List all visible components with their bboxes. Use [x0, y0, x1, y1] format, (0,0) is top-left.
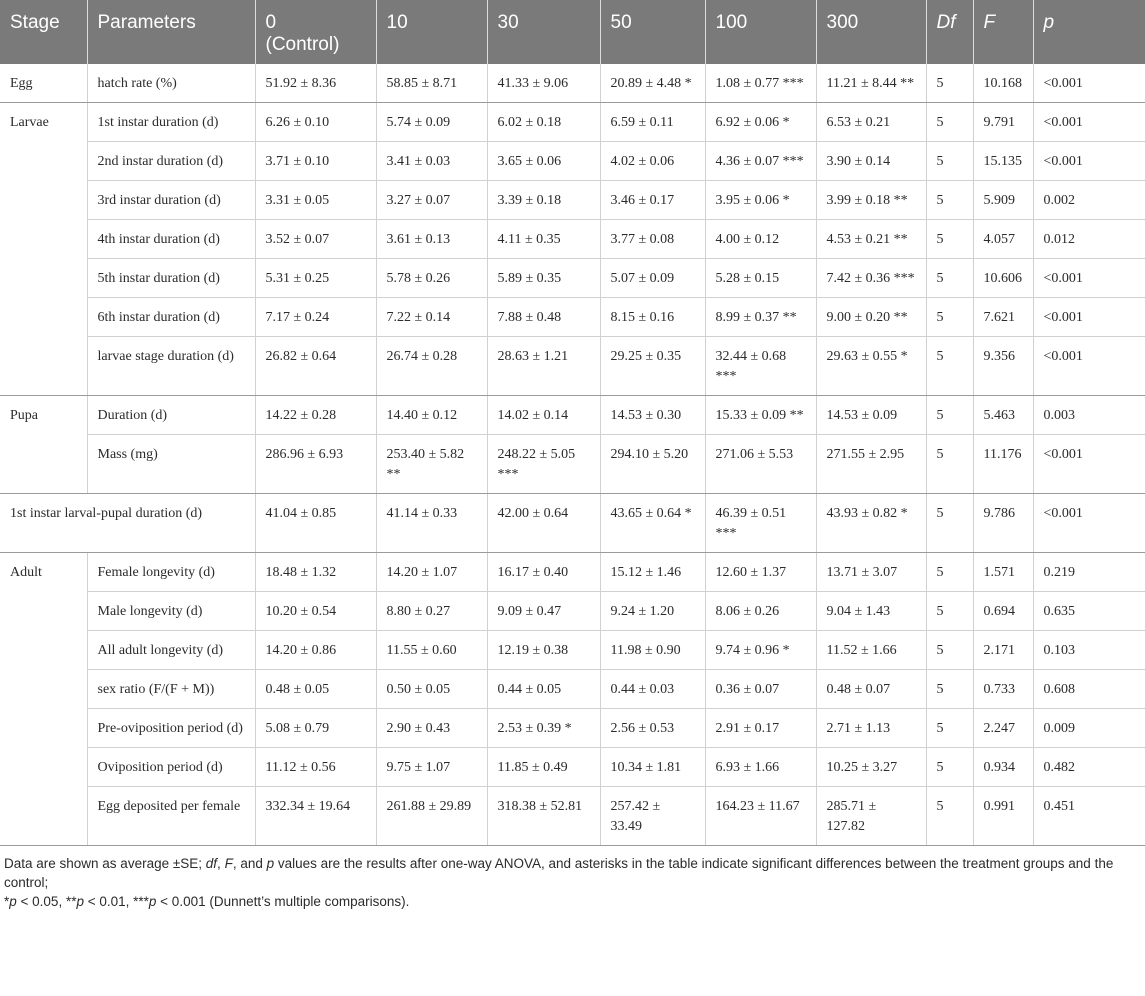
footnote-text: , — [217, 856, 225, 871]
value-cell: 0.36 ± 0.07 — [705, 670, 816, 709]
df-cell: 5 — [926, 592, 973, 631]
p-cell: 0.451 — [1033, 787, 1145, 846]
value-cell: 11.98 ± 0.90 — [600, 631, 705, 670]
f-cell: 0.733 — [973, 670, 1033, 709]
table-row — [0, 64, 1145, 103]
value-cell: 29.63 ± 0.55 * — [816, 337, 926, 396]
footnote-text: < 0.001 (Dunnett’s multiple comparisons). — [156, 894, 410, 909]
value-cell: 2.53 ± 0.39 * — [487, 709, 600, 748]
f-cell: 10.606 — [973, 259, 1033, 298]
value-cell: 294.10 ± 5.20 — [600, 435, 705, 494]
f-cell: 9.356 — [973, 337, 1033, 396]
df-cell: 5 — [926, 709, 973, 748]
df-cell: 5 — [926, 64, 973, 103]
f-cell: 1.571 — [973, 553, 1033, 592]
value-cell: 14.22 ± 0.28 — [255, 396, 376, 435]
value-cell: 0.44 ± 0.03 — [600, 670, 705, 709]
table-row — [0, 298, 1145, 337]
header-0: 0 — [265, 12, 277, 33]
header-50: 50 — [600, 0, 705, 64]
value-cell: 3.71 ± 0.10 — [255, 142, 376, 181]
value-cell: 41.33 ± 9.06 — [487, 64, 600, 103]
value-cell: 10.20 ± 0.54 — [255, 592, 376, 631]
header-df: Df — [926, 0, 973, 64]
value-cell: 9.75 ± 1.07 — [376, 748, 487, 787]
p-cell: <0.001 — [1033, 435, 1145, 494]
df-cell: 5 — [926, 337, 973, 396]
param-cell: Oviposition period (d) — [87, 748, 255, 787]
value-cell: 42.00 ± 0.64 — [487, 494, 600, 553]
value-cell: 3.39 ± 0.18 — [487, 181, 600, 220]
value-cell: 4.53 ± 0.21 ** — [816, 220, 926, 259]
value-cell: 3.77 ± 0.08 — [600, 220, 705, 259]
value-cell: 11.21 ± 8.44 ** — [816, 64, 926, 103]
value-cell: 15.33 ± 0.09 ** — [705, 396, 816, 435]
table-row — [0, 670, 1145, 709]
param-cell: sex ratio (F/(F + M)) — [87, 670, 255, 709]
header-stage: Stage — [0, 0, 87, 64]
value-cell: 3.99 ± 0.18 ** — [816, 181, 926, 220]
value-cell: 43.93 ± 0.82 * — [816, 494, 926, 553]
value-cell: 12.60 ± 1.37 — [705, 553, 816, 592]
header-row — [0, 0, 1145, 64]
value-cell: 7.17 ± 0.24 — [255, 298, 376, 337]
value-cell: 6.53 ± 0.21 — [816, 103, 926, 142]
value-cell: 11.12 ± 0.56 — [255, 748, 376, 787]
f-cell: 9.786 — [973, 494, 1033, 553]
f-cell: 0.694 — [973, 592, 1033, 631]
df-cell: 5 — [926, 220, 973, 259]
value-cell: 11.55 ± 0.60 — [376, 631, 487, 670]
value-cell: 51.92 ± 8.36 — [255, 64, 376, 103]
df-cell: 5 — [926, 435, 973, 494]
value-cell: 12.19 ± 0.38 — [487, 631, 600, 670]
param-cell: Mass (mg) — [87, 435, 255, 494]
param-cell: 1st instar larval-pupal duration (d) — [0, 494, 255, 553]
df-cell: 5 — [926, 670, 973, 709]
value-cell: 18.48 ± 1.32 — [255, 553, 376, 592]
footnote-p: p — [76, 894, 84, 909]
f-cell: 15.135 — [973, 142, 1033, 181]
value-cell: 0.48 ± 0.05 — [255, 670, 376, 709]
value-cell: 13.71 ± 3.07 — [816, 553, 926, 592]
value-cell: 0.50 ± 0.05 — [376, 670, 487, 709]
value-cell: 3.31 ± 0.05 — [255, 181, 376, 220]
value-cell: 1.08 ± 0.77 *** — [705, 64, 816, 103]
value-cell: 14.02 ± 0.14 — [487, 396, 600, 435]
value-cell: 11.85 ± 0.49 — [487, 748, 600, 787]
value-cell: 9.74 ± 0.96 * — [705, 631, 816, 670]
value-cell: 32.44 ± 0.68 *** — [705, 337, 816, 396]
value-cell: 261.88 ± 29.89 — [376, 787, 487, 846]
df-cell: 5 — [926, 298, 973, 337]
value-cell: 7.88 ± 0.48 — [487, 298, 600, 337]
param-cell: 2nd instar duration (d) — [87, 142, 255, 181]
value-cell: 3.46 ± 0.17 — [600, 181, 705, 220]
param-cell: Egg deposited per female — [87, 787, 255, 846]
table-row — [0, 396, 1145, 435]
df-cell: 5 — [926, 181, 973, 220]
table-row — [0, 592, 1145, 631]
value-cell: 7.22 ± 0.14 — [376, 298, 487, 337]
value-cell: 3.52 ± 0.07 — [255, 220, 376, 259]
table-footnote — [0, 846, 1143, 911]
value-cell: 43.65 ± 0.64 * — [600, 494, 705, 553]
header-f: F — [973, 0, 1033, 64]
value-cell: 9.09 ± 0.47 — [487, 592, 600, 631]
f-cell: 11.176 — [973, 435, 1033, 494]
value-cell: 16.17 ± 0.40 — [487, 553, 600, 592]
table-row — [0, 709, 1145, 748]
footnote-text: values are the results after one-way ANOVA, and asterisks in the table indicate significant differences between the treatment groups and the control; — [4, 856, 1114, 890]
param-cell: 6th instar duration (d) — [87, 298, 255, 337]
value-cell: 11.52 ± 1.66 — [816, 631, 926, 670]
value-cell: 6.26 ± 0.10 — [255, 103, 376, 142]
footnote-p: p — [148, 894, 157, 909]
f-cell: 5.909 — [973, 181, 1033, 220]
f-cell: 9.791 — [973, 103, 1033, 142]
value-cell: 29.25 ± 0.35 — [600, 337, 705, 396]
footnote-p: p — [266, 856, 275, 871]
param-cell: 3rd instar duration (d) — [87, 181, 255, 220]
value-cell: 5.28 ± 0.15 — [705, 259, 816, 298]
p-cell: 0.003 — [1033, 396, 1145, 435]
value-cell: 26.82 ± 0.64 — [255, 337, 376, 396]
param-cell: larvae stage duration (d) — [87, 337, 255, 396]
footnote-text: * — [4, 894, 10, 909]
p-cell: <0.001 — [1033, 259, 1145, 298]
value-cell: 10.34 ± 1.81 — [600, 748, 705, 787]
footnote-f: F — [224, 856, 233, 871]
p-cell: <0.001 — [1033, 494, 1145, 553]
p-cell: 0.482 — [1033, 748, 1145, 787]
f-cell: 7.621 — [973, 298, 1033, 337]
value-cell: 46.39 ± 0.51 *** — [705, 494, 816, 553]
value-cell: 41.04 ± 0.85 — [255, 494, 376, 553]
footnote-p: p — [9, 894, 17, 909]
value-cell: 6.92 ± 0.06 * — [705, 103, 816, 142]
df-cell: 5 — [926, 259, 973, 298]
p-cell: <0.001 — [1033, 298, 1145, 337]
value-cell: 9.24 ± 1.20 — [600, 592, 705, 631]
value-cell: 14.20 ± 0.86 — [255, 631, 376, 670]
value-cell: 4.11 ± 0.35 — [487, 220, 600, 259]
value-cell: 58.85 ± 8.71 — [376, 64, 487, 103]
value-cell: 8.99 ± 0.37 ** — [705, 298, 816, 337]
p-cell: <0.001 — [1033, 142, 1145, 181]
f-cell: 4.057 — [973, 220, 1033, 259]
value-cell: 3.90 ± 0.14 — [816, 142, 926, 181]
value-cell: 257.42 ± 33.49 — [600, 787, 705, 846]
value-cell: 286.96 ± 6.93 — [255, 435, 376, 494]
value-cell: 6.59 ± 0.11 — [600, 103, 705, 142]
df-cell: 5 — [926, 142, 973, 181]
table-row — [0, 259, 1145, 298]
param-cell: 5th instar duration (d) — [87, 259, 255, 298]
table-row — [0, 631, 1145, 670]
df-cell: 5 — [926, 494, 973, 553]
p-cell: 0.219 — [1033, 553, 1145, 592]
value-cell: 5.78 ± 0.26 — [376, 259, 487, 298]
table-row — [0, 337, 1145, 396]
table-row — [0, 142, 1145, 181]
p-cell: <0.001 — [1033, 337, 1145, 396]
value-cell: 271.55 ± 2.95 — [816, 435, 926, 494]
param-cell: All adult longevity (d) — [87, 631, 255, 670]
value-cell: 6.93 ± 1.66 — [705, 748, 816, 787]
value-cell: 5.74 ± 0.09 — [376, 103, 487, 142]
stage-cell: Larvae — [0, 103, 87, 396]
value-cell: 41.14 ± 0.33 — [376, 494, 487, 553]
header-0-control — [255, 0, 376, 64]
value-cell: 248.22 ± 5.05 *** — [487, 435, 600, 494]
f-cell: 10.168 — [973, 64, 1033, 103]
param-cell: 4th instar duration (d) — [87, 220, 255, 259]
p-cell: <0.001 — [1033, 103, 1145, 142]
value-cell: 10.25 ± 3.27 — [816, 748, 926, 787]
table-row — [0, 181, 1145, 220]
value-cell: 164.23 ± 11.67 — [705, 787, 816, 846]
value-cell: 3.27 ± 0.07 — [376, 181, 487, 220]
header-p: p — [1033, 0, 1145, 64]
header-300: 300 — [816, 0, 926, 64]
stage-cell: Adult — [0, 553, 87, 846]
value-cell: 4.00 ± 0.12 — [705, 220, 816, 259]
df-cell: 5 — [926, 631, 973, 670]
df-cell: 5 — [926, 787, 973, 846]
p-cell: 0.103 — [1033, 631, 1145, 670]
param-cell: hatch rate (%) — [87, 64, 255, 103]
footnote-text: , and — [232, 856, 267, 871]
value-cell: 3.61 ± 0.13 — [376, 220, 487, 259]
value-cell: 2.91 ± 0.17 — [705, 709, 816, 748]
value-cell: 5.08 ± 0.79 — [255, 709, 376, 748]
footnote-df: df — [205, 856, 218, 871]
value-cell: 4.36 ± 0.07 *** — [705, 142, 816, 181]
param-cell: Pre-oviposition period (d) — [87, 709, 255, 748]
value-cell: 15.12 ± 1.46 — [600, 553, 705, 592]
stage-cell: Pupa — [0, 396, 87, 494]
header-100: 100 — [705, 0, 816, 64]
value-cell: 8.15 ± 0.16 — [600, 298, 705, 337]
table-row — [0, 103, 1145, 142]
value-cell: 0.44 ± 0.05 — [487, 670, 600, 709]
value-cell: 14.20 ± 1.07 — [376, 553, 487, 592]
value-cell: 20.89 ± 4.48 * — [600, 64, 705, 103]
table-row — [0, 787, 1145, 846]
f-cell: 2.247 — [973, 709, 1033, 748]
value-cell: 5.89 ± 0.35 — [487, 259, 600, 298]
p-cell: 0.002 — [1033, 181, 1145, 220]
p-cell: 0.608 — [1033, 670, 1145, 709]
value-cell: 8.80 ± 0.27 — [376, 592, 487, 631]
value-cell: 318.38 ± 52.81 — [487, 787, 600, 846]
value-cell: 14.53 ± 0.30 — [600, 396, 705, 435]
f-cell: 5.463 — [973, 396, 1033, 435]
value-cell: 3.65 ± 0.06 — [487, 142, 600, 181]
table-row — [0, 435, 1145, 494]
value-cell: 3.41 ± 0.03 — [376, 142, 487, 181]
value-cell: 14.40 ± 0.12 — [376, 396, 487, 435]
footnote-text: Data are shown as average ±SE; — [4, 856, 206, 871]
df-cell: 5 — [926, 396, 973, 435]
value-cell: 332.34 ± 19.64 — [255, 787, 376, 846]
table-row — [0, 494, 1145, 553]
header-30: 30 — [487, 0, 600, 64]
value-cell: 6.02 ± 0.18 — [487, 103, 600, 142]
param-cell: Male longevity (d) — [87, 592, 255, 631]
value-cell: 253.40 ± 5.82 ** — [376, 435, 487, 494]
value-cell: 9.00 ± 0.20 ** — [816, 298, 926, 337]
f-cell: 0.934 — [973, 748, 1033, 787]
value-cell: 3.95 ± 0.06 * — [705, 181, 816, 220]
f-cell: 2.171 — [973, 631, 1033, 670]
table-row — [0, 748, 1145, 787]
value-cell: 0.48 ± 0.07 — [816, 670, 926, 709]
value-cell: 5.07 ± 0.09 — [600, 259, 705, 298]
value-cell: 2.71 ± 1.13 — [816, 709, 926, 748]
param-cell: Female longevity (d) — [87, 553, 255, 592]
value-cell: 271.06 ± 5.53 — [705, 435, 816, 494]
df-cell: 5 — [926, 103, 973, 142]
value-cell: 28.63 ± 1.21 — [487, 337, 600, 396]
value-cell: 285.71 ± 127.82 — [816, 787, 926, 846]
param-cell: 1st instar duration (d) — [87, 103, 255, 142]
header-control: (Control) — [265, 34, 340, 55]
p-cell: 0.012 — [1033, 220, 1145, 259]
value-cell: 9.04 ± 1.43 — [816, 592, 926, 631]
p-cell: <0.001 — [1033, 64, 1145, 103]
df-cell: 5 — [926, 748, 973, 787]
header-parameters: Parameters — [87, 0, 255, 64]
value-cell: 26.74 ± 0.28 — [376, 337, 487, 396]
value-cell: 7.42 ± 0.36 *** — [816, 259, 926, 298]
value-cell: 8.06 ± 0.26 — [705, 592, 816, 631]
value-cell: 5.31 ± 0.25 — [255, 259, 376, 298]
table-row — [0, 553, 1145, 592]
param-cell: Duration (d) — [87, 396, 255, 435]
p-cell: 0.635 — [1033, 592, 1145, 631]
df-cell: 5 — [926, 553, 973, 592]
value-cell: 2.56 ± 0.53 — [600, 709, 705, 748]
table-row — [0, 220, 1145, 259]
p-cell: 0.009 — [1033, 709, 1145, 748]
footnote-text: < 0.05, ** — [16, 894, 77, 909]
f-cell: 0.991 — [973, 787, 1033, 846]
value-cell: 4.02 ± 0.06 — [600, 142, 705, 181]
stage-cell: Egg — [0, 64, 87, 103]
footnote-text: < 0.01, *** — [83, 894, 149, 909]
value-cell: 14.53 ± 0.09 — [816, 396, 926, 435]
value-cell: 2.90 ± 0.43 — [376, 709, 487, 748]
header-10: 10 — [376, 0, 487, 64]
